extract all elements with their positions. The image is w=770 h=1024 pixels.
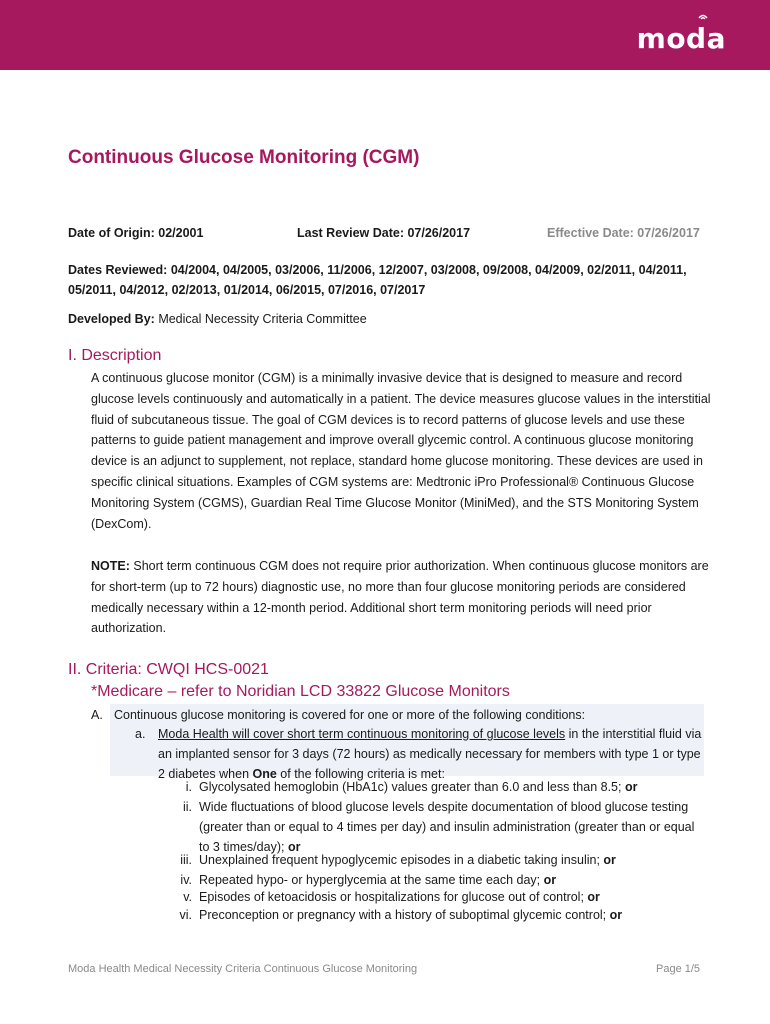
criterion-text: [199, 905, 700, 925]
criterion-marker: v.: [183, 890, 192, 904]
page-title: Continuous Glucose Monitoring (CGM): [68, 147, 420, 168]
dates-reviewed: Dates Reviewed: 04/2004, 04/2005, 03/2006, 11/2006, 12/2007, 03/2008, 09/2008, 04/2009, 02/2011, 04/2011, 05/2011, 04/2012, 02/2013, 01/2014, 06/2015, 07/2016, 07/2017: [68, 263, 687, 297]
criterion-i: [160, 777, 700, 797]
developed-by-label: Developed By:: [68, 312, 155, 326]
criterion-text: [199, 797, 700, 857]
section-criteria-heading: II. Criteria: CWQI HCS-0021: [68, 661, 269, 678]
criterion-v: [160, 887, 700, 907]
criterion-body: Wide fluctuations of blood glucose levels despite documentation of blood glucose testing (greater than or equal to 4 times per day) and insulin administration (greater than or equal to 3 times/day);: [199, 800, 695, 854]
criterion-marker: ii.: [182, 800, 192, 814]
signal-icon: [698, 12, 708, 20]
criterion-text: [199, 850, 700, 870]
item-text: Continuous glucose monitoring is covered for one or more of the following conditions:: [114, 708, 586, 722]
last-review-date: Last Review Date: 07/26/2017: [297, 226, 471, 240]
item-bold: One: [252, 767, 277, 781]
description-paragraph: A continuous glucose monitor (CGM) is a minimally invasive device that is designed to measure and record glucose levels continuously and automatically in a patient. The device measures glucose values in the interstitial fluid of subcutaneous tissue. The goal of CGM devices is to record patterns of glucose levels and use these patterns to guide patient management and improve overall glycemic control. A continuous glucose monitoring device is an adjunct to supplement, not replace, standard home glucose monitoring. These devices are used in specific clinical situations. Examples of CGM systems are: Medtronic iPro Professional® Continuous Glucose Monitoring System (CGMS), Guardian Real Time Glucose Monitor (MiniMed), and the STS Monitoring System (DexCom).: [91, 371, 711, 531]
criterion-conj: or: [287, 840, 301, 854]
criterion-conj: or: [609, 908, 623, 922]
criterion-iii: [160, 850, 700, 870]
note-paragraph: [91, 556, 711, 639]
criterion-vi: [160, 905, 700, 925]
note-label: NOTE:: [91, 559, 130, 573]
criterion-body: Repeated hypo- or hyperglycemia at the same time each day;: [199, 873, 544, 887]
developed-by-value: Medical Necessity Criteria Committee: [154, 312, 367, 326]
criterion-marker: i.: [185, 780, 192, 794]
item-text: [158, 724, 705, 784]
criterion-body: Preconception or pregnancy with a history of suboptimal glycemic control;: [199, 908, 610, 922]
criterion-conj: or: [603, 853, 616, 867]
note-body: Short term continuous CGM does not require prior authorization. When continuous glucose monitors are for short-term (up to 72 hours) diagnostic use, no more than four glucose monitoring periods are considered medically necessary within a 12-month period. Additional short term monitoring periods will need prior authorization.: [91, 559, 709, 636]
header-bar: [0, 0, 770, 70]
developed-by: [68, 312, 367, 326]
criterion-conj: or: [624, 780, 638, 794]
effective-date: Effective Date: 07/26/2017: [547, 226, 700, 240]
criterion-body: Unexplained frequent hypoglycemic episodes in a diabetic taking insulin;: [199, 853, 604, 867]
criterion-conj: or: [587, 890, 600, 904]
section-description-heading: I. Description: [68, 347, 162, 364]
medicare-reference: *Medicare – refer to Noridian LCD 33822 Glucose Monitors: [91, 683, 510, 700]
criterion-text: [199, 777, 700, 797]
underlined-text: Moda Health will cover short term continuous monitoring of glucose levels: [158, 727, 566, 741]
item-text-part1: in the interstitial fluid via an implanted sensor for 3 days (72 hours) as medically necessary for members with type 1 or type 2 diabetes when: [158, 727, 702, 781]
page-number: Page 1/5: [656, 963, 701, 975]
criterion-conj: or: [543, 873, 557, 887]
criterion-marker: iv.: [180, 873, 192, 887]
moda-logo: moda: [636, 22, 726, 55]
criteria-item-a: [135, 724, 705, 784]
criterion-body: Episodes of ketoacidosis or hospitalizations for glucose out of control;: [199, 890, 588, 904]
date-of-origin: Date of Origin: 02/2001: [68, 226, 204, 240]
item-text-part2: of the following criteria is met:: [276, 767, 445, 781]
criterion-ii: [160, 797, 700, 857]
footer-title: Moda Health Medical Necessity Criteria Continuous Glucose Monitoring: [68, 963, 418, 975]
criterion-marker: iii.: [180, 853, 192, 867]
criterion-body: Glycolysated hemoglobin (HbA1c) values greater than 6.0 and less than 8.5;: [199, 780, 625, 794]
item-marker: A.: [91, 708, 103, 722]
criterion-text: [199, 887, 700, 907]
item-marker: a.: [135, 727, 146, 741]
criterion-marker: vi.: [179, 908, 192, 922]
